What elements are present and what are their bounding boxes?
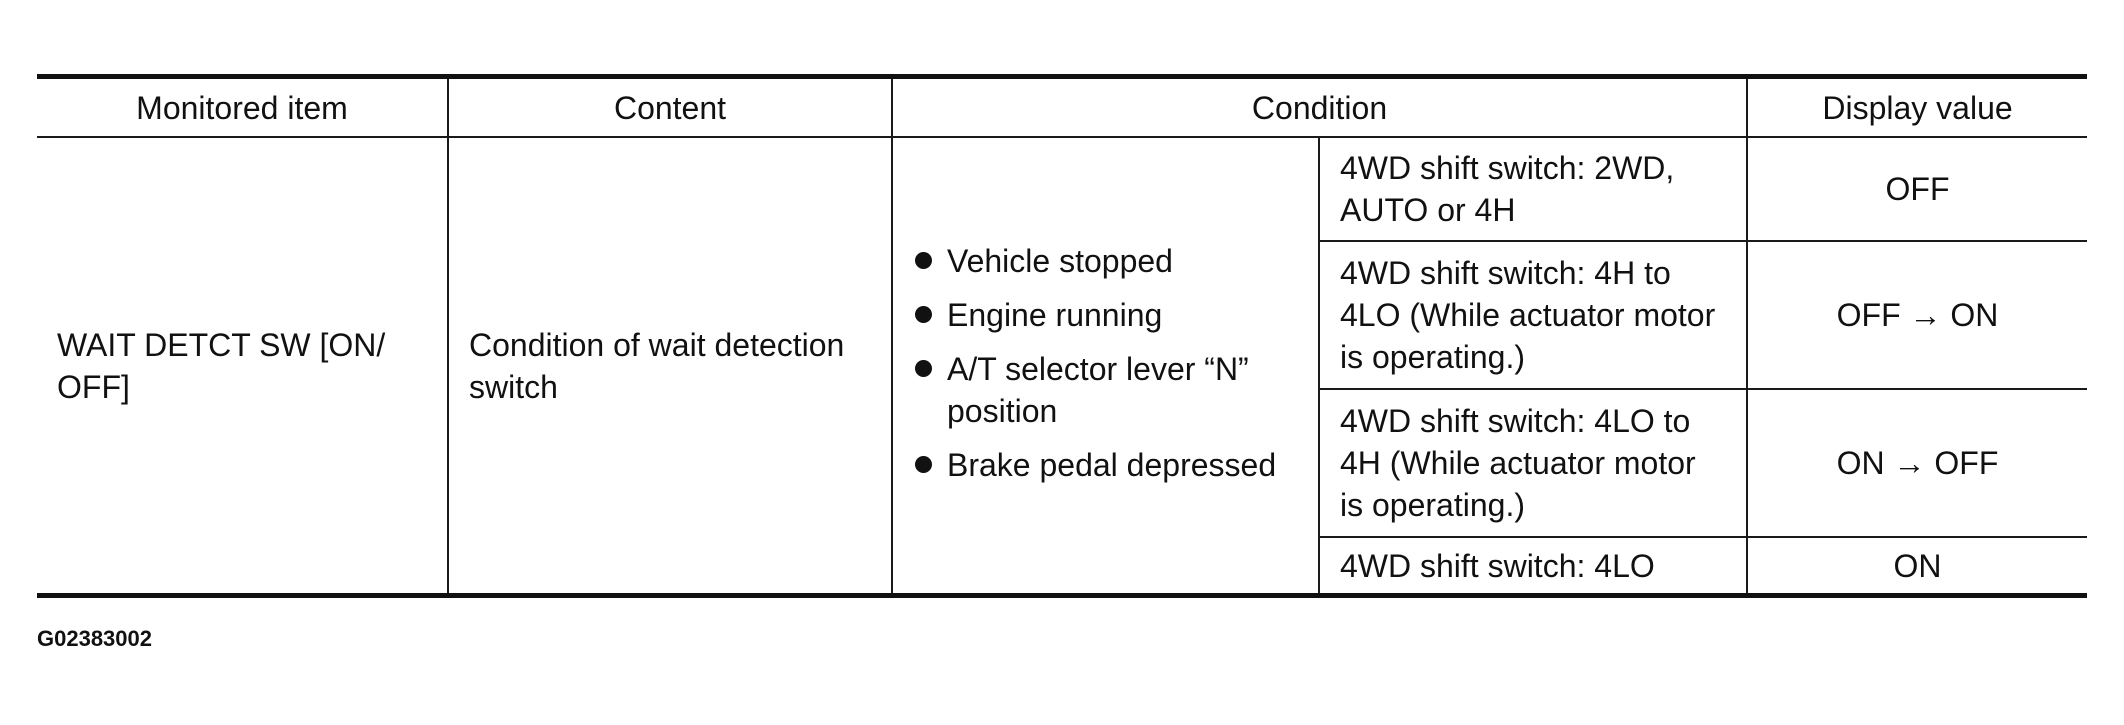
bullet-dot-icon	[915, 306, 932, 323]
display-value-cell: ON → OFF	[1747, 389, 2087, 537]
table-row	[37, 137, 2087, 241]
display-value-cell: OFF	[1747, 137, 2087, 241]
list-item	[913, 348, 1308, 432]
header-monitored-item: Monitored item	[37, 77, 448, 138]
content-text: Condition of wait detection switch	[469, 326, 845, 405]
monitored-item-cell	[37, 137, 448, 596]
display-value-cell: ON	[1747, 537, 2087, 596]
condition-text: A/T selector lever “N” position	[947, 350, 1249, 429]
common-conditions-list	[893, 240, 1318, 486]
list-item	[913, 240, 1308, 282]
bullet-dot-icon	[915, 456, 932, 473]
figure-id: G02383002	[37, 626, 152, 651]
list-item	[913, 294, 1308, 336]
switch-condition-text: 4WD shift switch: 4LO to 4H (While actuator motor is operating.)	[1340, 403, 1696, 523]
list-item	[913, 444, 1308, 486]
switch-condition-cell	[1319, 537, 1747, 596]
monitored-item-text: WAIT DETCT SW [ON/ OFF]	[57, 326, 386, 405]
switch-condition-cell	[1319, 241, 1747, 389]
switch-condition-text: 4WD shift switch: 4LO	[1340, 547, 1655, 584]
condition-text: Engine running	[947, 296, 1163, 333]
bullet-dot-icon	[915, 360, 932, 377]
switch-condition-text: 4WD shift switch: 4H to 4LO (While actuator motor is operating.)	[1340, 255, 1716, 375]
header-content: Content	[448, 77, 892, 138]
switch-condition-cell	[1319, 137, 1747, 241]
condition-text: Vehicle stopped	[947, 242, 1173, 279]
header-display-value: Display value	[1747, 77, 2087, 138]
switch-condition-text: 4WD shift switch: 2WD, AUTO or 4H	[1340, 150, 1675, 228]
common-conditions-cell	[892, 137, 1319, 596]
switch-condition-cell	[1319, 389, 1747, 537]
monitor-table	[37, 74, 2087, 598]
display-value-cell: OFF → ON	[1747, 241, 2087, 389]
condition-text: Brake pedal depressed	[947, 446, 1277, 483]
table-header-row	[37, 77, 2087, 138]
header-condition: Condition	[892, 77, 1747, 138]
content-cell	[448, 137, 892, 596]
bullet-dot-icon	[915, 252, 932, 269]
